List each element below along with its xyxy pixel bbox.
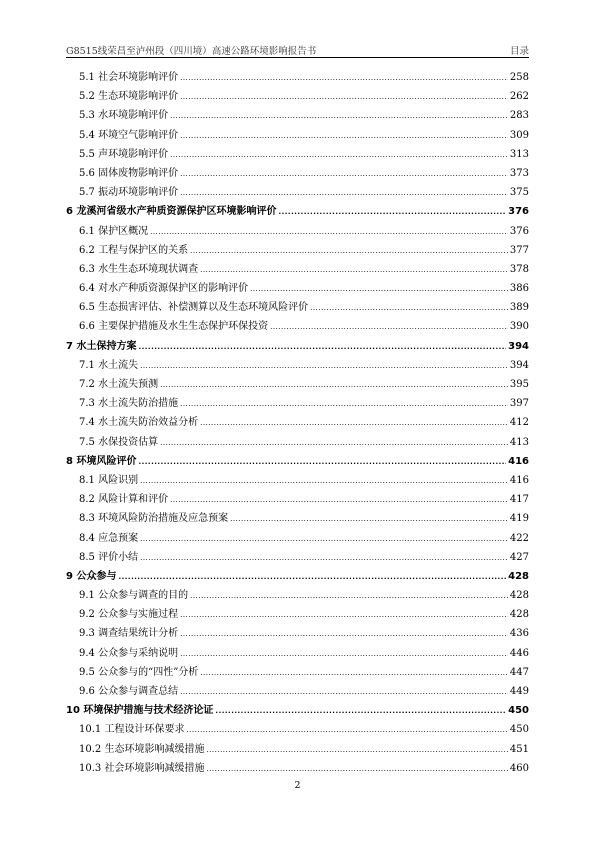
toc-dot-leader bbox=[230, 510, 508, 529]
toc-dot-leader bbox=[180, 88, 508, 107]
toc-entry-title: 10.1 工程设计环保要求 bbox=[79, 724, 185, 736]
toc-entry-page: 446 bbox=[509, 647, 529, 659]
toc-entry-title: 7.2 水土流失预测 bbox=[79, 379, 159, 390]
toc-dot-leader bbox=[180, 165, 508, 184]
toc-section-entry[interactable] bbox=[66, 605, 529, 624]
toc-entry-title: 5.7 振动环境影响评价 bbox=[79, 187, 179, 199]
toc-chapter-entry[interactable] bbox=[66, 701, 529, 720]
toc-entry-page: 417 bbox=[509, 494, 529, 506]
toc-entry-title: 8.3 环境风险防治措施及应急预案 bbox=[79, 513, 229, 525]
toc-chapter-entry[interactable] bbox=[66, 202, 529, 221]
toc-entry-page: 309 bbox=[509, 129, 529, 141]
toc-section-entry[interactable] bbox=[66, 759, 529, 778]
header-section-label: 目录 bbox=[509, 46, 529, 57]
toc-entry-title: 8.2 风险计算和评价 bbox=[79, 494, 169, 506]
toc-dot-leader bbox=[180, 683, 508, 702]
toc-section-entry[interactable] bbox=[66, 106, 529, 125]
toc-entry-title: 7.3 水土流失防治措施 bbox=[79, 398, 179, 410]
toc-section-entry[interactable] bbox=[66, 720, 529, 739]
toc-entry-page: 375 bbox=[509, 187, 529, 199]
toc-entry-title: 5.1 社会环境影响评价 bbox=[79, 72, 179, 83]
toc-entry-page: 436 bbox=[509, 628, 529, 640]
toc-entry-title: 6.4 对水产种质资源保护区的影响评价 bbox=[79, 283, 249, 295]
toc-entry-title: 7 水土保持方案 bbox=[66, 340, 137, 352]
toc-section-entry[interactable] bbox=[66, 298, 529, 317]
toc-dot-leader bbox=[150, 223, 508, 242]
toc-entry-page: 386 bbox=[509, 283, 529, 295]
toc-dot-leader bbox=[250, 280, 508, 299]
toc-entry-page: 428 bbox=[509, 609, 529, 621]
toc-entry-page: 447 bbox=[509, 666, 529, 678]
toc-dot-leader bbox=[200, 261, 508, 280]
toc-entry-title: 10.3 社会环境影响减缓措施 bbox=[79, 762, 205, 774]
toc-section-entry[interactable] bbox=[66, 548, 529, 567]
toc-dot-leader bbox=[186, 721, 507, 740]
toc-entry-page: 283 bbox=[509, 110, 529, 122]
toc-section-entry[interactable] bbox=[66, 413, 529, 432]
toc-section-entry[interactable] bbox=[66, 87, 529, 106]
toc-entry-page: 378 bbox=[509, 263, 529, 275]
toc-section-entry[interactable] bbox=[66, 375, 529, 394]
toc-entry-title: 6.1 保护区概况 bbox=[79, 225, 149, 237]
toc-entry-title: 9.4 公众参与采纳说明 bbox=[79, 647, 179, 659]
toc-entry-title: 10.2 生态环境影响减缓措施 bbox=[79, 743, 205, 755]
toc-dot-leader bbox=[170, 491, 508, 510]
toc-dot-leader bbox=[170, 146, 508, 165]
toc-dot-leader bbox=[180, 625, 508, 644]
page-number: 2 bbox=[294, 780, 301, 791]
toc-dot-leader bbox=[270, 318, 508, 337]
toc-section-entry[interactable] bbox=[66, 145, 529, 164]
toc-entry-page: 390 bbox=[509, 321, 529, 333]
toc-dot-leader bbox=[170, 107, 508, 126]
header-title: G8515线荣昌至泸州段（四川境）高速公路环境影响报告书 bbox=[66, 46, 317, 57]
toc-dot-leader bbox=[200, 414, 508, 433]
toc-section-entry[interactable] bbox=[66, 740, 529, 759]
toc-dot-leader bbox=[215, 702, 506, 721]
toc-entry-title: 5.4 环境空气影响评价 bbox=[79, 129, 179, 141]
toc-dot-leader bbox=[180, 69, 508, 88]
toc-dot-leader bbox=[200, 664, 508, 683]
toc-section-entry[interactable] bbox=[66, 663, 529, 682]
toc-section-entry[interactable] bbox=[66, 183, 529, 202]
toc-entry-page: 376 bbox=[508, 206, 529, 218]
toc-dot-leader bbox=[160, 376, 508, 395]
toc-section-entry[interactable] bbox=[66, 68, 529, 87]
toc-section-entry[interactable] bbox=[66, 222, 529, 241]
toc-section-entry[interactable] bbox=[66, 586, 529, 605]
toc-entry-title: 9.2 公众参与实施过程 bbox=[79, 609, 179, 621]
toc-dot-leader bbox=[140, 472, 508, 491]
toc-entry-title: 8.4 应急预案 bbox=[79, 532, 139, 544]
toc-section-entry[interactable] bbox=[66, 682, 529, 701]
toc-section-entry[interactable] bbox=[66, 394, 529, 413]
toc-entry-page: 451 bbox=[509, 743, 529, 755]
toc-section-entry[interactable] bbox=[66, 433, 529, 452]
toc-dot-leader bbox=[180, 606, 508, 625]
toc-dot-leader bbox=[140, 549, 508, 568]
toc-section-entry[interactable] bbox=[66, 356, 529, 375]
toc-entry-page: 262 bbox=[509, 91, 529, 103]
toc-section-entry[interactable] bbox=[66, 644, 529, 663]
toc-entry-title: 9.1 公众参与调查的目的 bbox=[79, 590, 189, 602]
toc-entry-page: 313 bbox=[509, 148, 529, 160]
toc-entry-page: 428 bbox=[509, 590, 529, 602]
toc-entry-title: 8.1 风险识别 bbox=[79, 474, 139, 486]
toc-dot-leader bbox=[180, 645, 508, 664]
toc-section-entry[interactable] bbox=[66, 260, 529, 279]
toc-entry-page: 450 bbox=[508, 705, 529, 717]
toc-dot-leader bbox=[190, 242, 508, 261]
toc-dot-leader bbox=[206, 741, 507, 760]
toc-section-entry[interactable] bbox=[66, 164, 529, 183]
toc-chapter-entry[interactable] bbox=[66, 337, 529, 356]
page-header bbox=[66, 43, 529, 58]
toc-entry-title: 5.5 声环境影响评价 bbox=[79, 148, 169, 160]
toc-section-entry[interactable] bbox=[66, 279, 529, 298]
toc-entry-page: 376 bbox=[509, 225, 529, 237]
toc-section-entry[interactable] bbox=[66, 509, 529, 528]
toc-entry-page: 412 bbox=[509, 417, 529, 429]
toc-dot-leader bbox=[180, 127, 508, 146]
toc-entry-page: 460 bbox=[509, 762, 529, 774]
toc-entry-page: 395 bbox=[509, 379, 529, 390]
toc-entry-title: 7.4 水土流失防治效益分析 bbox=[79, 417, 199, 429]
toc-entry-page: 377 bbox=[509, 244, 529, 256]
toc-entry-title: 6.6 主要保护措施及水生生态保护环保投资 bbox=[79, 321, 269, 333]
toc-entry-title: 9.3 调查结果统计分析 bbox=[79, 628, 179, 640]
toc-entry-page: 397 bbox=[509, 398, 529, 410]
toc-entry-page: 258 bbox=[509, 72, 529, 83]
toc-entry-page: 416 bbox=[508, 455, 529, 467]
toc-section-entry[interactable] bbox=[66, 529, 529, 548]
toc-chapter-entry[interactable] bbox=[66, 567, 529, 586]
toc-dot-leader bbox=[180, 395, 508, 414]
toc-entry-page: 394 bbox=[508, 340, 529, 352]
toc-entry-title: 5.3 水环境影响评价 bbox=[79, 110, 169, 122]
toc-entry-title: 7.5 水保投资估算 bbox=[79, 436, 159, 448]
toc-entry-page: 394 bbox=[509, 359, 529, 371]
toc-entry-page: 416 bbox=[509, 474, 529, 486]
toc-entry-page: 389 bbox=[509, 302, 529, 314]
toc-section-entry[interactable] bbox=[66, 317, 529, 336]
toc-entry-title: 7.1 水土流失 bbox=[79, 359, 139, 371]
toc-entry-title: 6.3 水生生态环境现状调查 bbox=[79, 263, 199, 275]
toc-entry-title: 8.5 评价小结 bbox=[79, 551, 139, 563]
toc-entry-title: 8 环境风险评价 bbox=[66, 455, 137, 467]
toc-dot-leader bbox=[138, 338, 506, 357]
toc-entry-title: 10 环境保护措施与技术经济论证 bbox=[66, 705, 214, 717]
toc-section-entry[interactable] bbox=[66, 490, 529, 509]
toc-dot-leader bbox=[206, 760, 507, 779]
toc-dot-leader bbox=[190, 587, 508, 606]
toc-dot-leader bbox=[278, 203, 506, 222]
toc-chapter-entry[interactable] bbox=[66, 452, 529, 471]
toc-entry-title: 9.5 公众参与的“四性”分析 bbox=[79, 666, 199, 678]
toc-entry-page: 413 bbox=[509, 436, 529, 448]
toc-dot-leader bbox=[180, 184, 508, 203]
toc-dot-leader bbox=[160, 434, 508, 453]
toc-section-entry[interactable] bbox=[66, 126, 529, 145]
toc-entry-title: 5.6 固体废物影响评价 bbox=[79, 167, 179, 179]
toc-entry-page: 428 bbox=[508, 570, 529, 582]
toc-entry-page: 449 bbox=[509, 686, 529, 697]
toc-dot-leader bbox=[140, 530, 508, 549]
toc-section-entry[interactable] bbox=[66, 471, 529, 490]
toc-entry-title: 5.2 生态环境影响评价 bbox=[79, 91, 179, 103]
toc-dot-leader bbox=[118, 568, 506, 587]
toc-entry-page: 373 bbox=[509, 167, 529, 179]
toc-section-entry[interactable] bbox=[66, 624, 529, 643]
toc-entry-title: 6 龙溪河省级水产种质资源保护区环境影响评价 bbox=[66, 206, 277, 218]
toc-dot-leader bbox=[138, 453, 506, 472]
toc-entry-page: 450 bbox=[509, 724, 529, 736]
toc-entry-page: 422 bbox=[509, 532, 529, 544]
toc-entry-page: 419 bbox=[509, 513, 529, 525]
toc-entry-title: 6.5 生态损害评估、补偿测算以及生态环境风险评价 bbox=[79, 302, 309, 314]
toc-section-entry[interactable] bbox=[66, 241, 529, 260]
toc-entry-title: 9 公众参与 bbox=[66, 570, 117, 582]
toc-dot-leader bbox=[140, 357, 508, 376]
toc-entry-page: 427 bbox=[509, 551, 529, 563]
toc-entry-title: 6.2 工程与保护区的关系 bbox=[79, 244, 189, 256]
toc-dot-leader bbox=[310, 299, 508, 318]
toc-entry-title: 9.6 公众参与调查总结 bbox=[79, 686, 179, 697]
table-of-contents bbox=[66, 68, 529, 778]
